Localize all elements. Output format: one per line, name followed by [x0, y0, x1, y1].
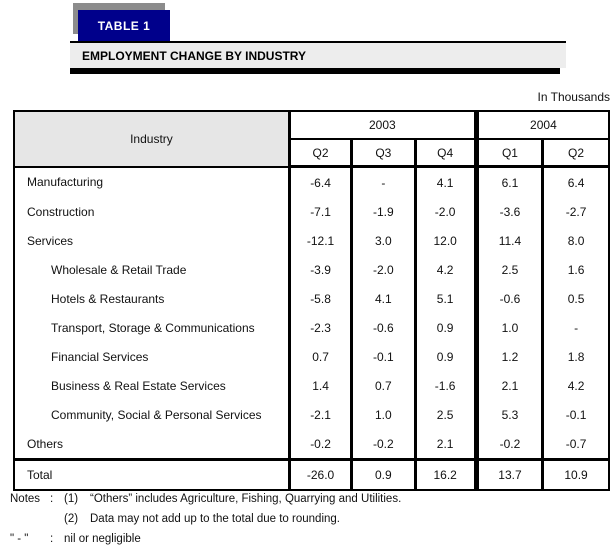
- value-cell: 2.5: [415, 400, 476, 429]
- industry-label: Community, Social & Personal Services: [51, 407, 262, 422]
- table-row: [14, 429, 609, 460]
- table-row: [14, 284, 609, 313]
- employment-table-wrap: [13, 110, 610, 491]
- year-header-row: [14, 111, 609, 139]
- value-cell: -0.6: [352, 313, 415, 342]
- value-cell: -3.6: [476, 197, 542, 226]
- employment-table: [13, 110, 610, 491]
- total-row: [14, 460, 609, 491]
- table-row: [14, 400, 609, 429]
- value-cell: -0.7: [543, 429, 609, 460]
- year-2003-header: 2003: [289, 111, 476, 139]
- total-value-cell: 16.2: [415, 460, 476, 491]
- value-cell: -5.8: [289, 284, 351, 313]
- value-cell: 1.0: [352, 400, 415, 429]
- value-cell: 0.9: [415, 313, 476, 342]
- note-text: [64, 512, 340, 526]
- value-cell: 0.7: [289, 342, 351, 371]
- industry-label: Hotels & Restaurants: [51, 291, 165, 306]
- note-body: “Others” includes Agriculture, Fishing, Quarrying and Utilities.: [90, 493, 402, 505]
- title-underline: [70, 68, 560, 74]
- value-cell: 3.0: [352, 226, 415, 255]
- industry-label: Business & Real Estate Services: [51, 378, 226, 393]
- industry-label: Transport, Storage & Communications: [51, 320, 255, 335]
- value-cell: 8.0: [543, 226, 609, 255]
- table-row: [14, 167, 609, 198]
- table-badge-label: TABLE 1: [97, 18, 151, 33]
- industry-label: Others: [27, 436, 64, 451]
- quarter-header: Q2: [543, 139, 609, 167]
- legend-line: [10, 532, 401, 546]
- value-cell: -: [543, 313, 609, 342]
- value-cell: -2.1: [289, 400, 351, 429]
- total-value-cell: -26.0: [289, 460, 351, 491]
- total-value-cell: 10.9: [543, 460, 609, 491]
- legend-symbol: " - ": [10, 533, 29, 545]
- title-bar: [70, 41, 566, 68]
- value-cell: -2.7: [543, 197, 609, 226]
- table-row: [14, 371, 609, 400]
- value-cell: -1.9: [352, 197, 415, 226]
- industry-label: Construction: [27, 204, 95, 219]
- units-label: In Thousands: [537, 90, 610, 104]
- value-cell: -0.6: [476, 284, 542, 313]
- value-cell: -1.6: [415, 371, 476, 400]
- quarter-header: Q2: [289, 139, 351, 167]
- value-cell: -0.1: [543, 400, 609, 429]
- value-cell: 1.4: [289, 371, 351, 400]
- industry-label: Services: [27, 233, 74, 248]
- value-cell: 0.7: [352, 371, 415, 400]
- value-cell: 1.8: [543, 342, 609, 371]
- value-cell: 4.2: [543, 371, 609, 400]
- value-cell: 5.3: [476, 400, 542, 429]
- industry-label: Financial Services: [51, 349, 149, 364]
- value-cell: 4.1: [352, 284, 415, 313]
- year-2004-header: 2004: [476, 111, 609, 139]
- industry-label: Manufacturing: [27, 175, 104, 190]
- value-cell: 6.4: [543, 167, 609, 198]
- value-cell: 2.5: [476, 255, 542, 284]
- value-cell: 0.5: [543, 284, 609, 313]
- value-cell: 0.9: [415, 342, 476, 371]
- total-value-cell: 0.9: [352, 460, 415, 491]
- value-cell: -2.3: [289, 313, 351, 342]
- value-cell: 2.1: [476, 371, 542, 400]
- value-cell: 1.0: [476, 313, 542, 342]
- value-cell: -6.4: [289, 167, 351, 198]
- quarter-header: Q1: [476, 139, 542, 167]
- value-cell: 12.0: [415, 226, 476, 255]
- legend-text: nil or negligible: [64, 533, 141, 545]
- note-text: [64, 492, 401, 506]
- notes-section: [10, 492, 401, 550]
- value-cell: -: [352, 167, 415, 198]
- note-number: (1): [64, 493, 79, 505]
- notes-label: Notes: [10, 493, 41, 505]
- value-cell: -12.1: [289, 226, 351, 255]
- note-body: Data may not add up to the total due to rounding.: [90, 513, 340, 525]
- value-cell: -0.1: [352, 342, 415, 371]
- total-value-cell: 13.7: [476, 460, 542, 491]
- table-row: [14, 197, 609, 226]
- page-title: EMPLOYMENT CHANGE BY INDUSTRY: [82, 48, 307, 63]
- table-badge: [78, 10, 170, 41]
- industry-column-header: Industry: [14, 111, 289, 167]
- note-number: (2): [64, 513, 79, 525]
- value-cell: 4.1: [415, 167, 476, 198]
- value-cell: -0.2: [476, 429, 542, 460]
- value-cell: 1.2: [476, 342, 542, 371]
- value-cell: -3.9: [289, 255, 351, 284]
- value-cell: 11.4: [476, 226, 542, 255]
- table-row: [14, 226, 609, 255]
- table-row: [14, 255, 609, 284]
- value-cell: 6.1: [476, 167, 542, 198]
- value-cell: 1.6: [543, 255, 609, 284]
- table-row: [14, 342, 609, 371]
- industry-label: Wholesale & Retail Trade: [51, 262, 187, 277]
- value-cell: 4.2: [415, 255, 476, 284]
- value-cell: 5.1: [415, 284, 476, 313]
- value-cell: -2.0: [352, 255, 415, 284]
- notes-colon: :: [50, 493, 54, 505]
- note-line: [10, 492, 401, 506]
- note-line: [10, 512, 401, 526]
- quarter-header: Q4: [415, 139, 476, 167]
- value-cell: -7.1: [289, 197, 351, 226]
- value-cell: 2.1: [415, 429, 476, 460]
- table-row: [14, 313, 609, 342]
- quarter-header: Q3: [352, 139, 415, 167]
- total-label: Total: [14, 460, 289, 491]
- value-cell: -0.2: [289, 429, 351, 460]
- value-cell: -0.2: [352, 429, 415, 460]
- legend-colon: :: [50, 533, 54, 545]
- value-cell: -2.0: [415, 197, 476, 226]
